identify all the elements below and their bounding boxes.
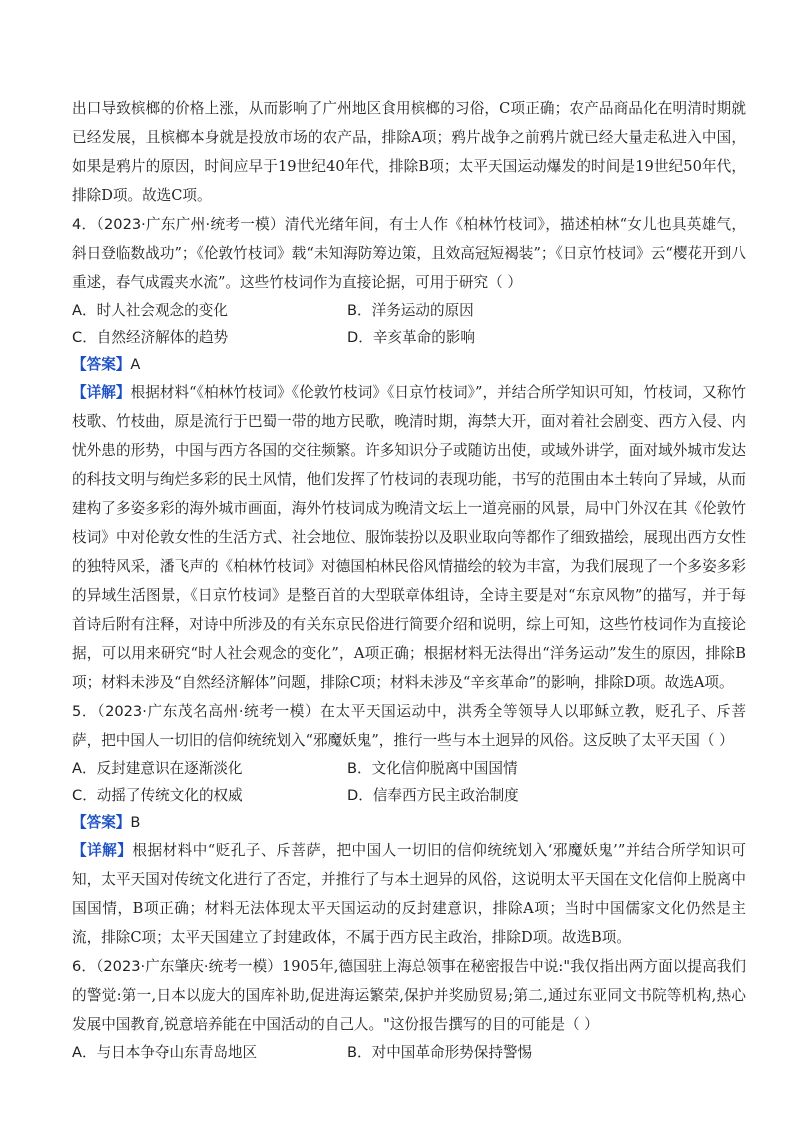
- answer-value: A: [130, 356, 141, 373]
- question-5: [72, 697, 746, 755]
- question-4-answer: [72, 351, 746, 378]
- question-6-source: 6．（2023·广东肇庆·统考一模）: [72, 958, 282, 975]
- question-6-stem: 1905年,德国驻上海总领事在秘密报告中说:"我仅指出两方面以提高我们的警觉:第一,日本以庞大的国库补助,促进海运繁荣,保护并奖励贸易;第二,通过东亚同文书院等机构,热心发展中国教育,锐意培养能在中国活动的自己人。"这份报告撰写的目的可能是（ ）: [72, 958, 746, 1033]
- question-5-detail: [72, 836, 746, 952]
- question-4-option-c: C．自然经济解体的趋势: [72, 329, 229, 346]
- question-6: [72, 952, 746, 1039]
- question-5-answer: [72, 809, 746, 836]
- question-5-option-a: A．反封建意识在逐渐淡化: [72, 760, 243, 777]
- question-4-source: 4．（2023·广东广州·统考一模）: [72, 216, 285, 233]
- question-5-stem: 在太平天国运动中，洪秀全等领导人以耶稣立教，贬孔子、斥菩萨，把中国人一切旧的信仰统统划入“邪魔妖鬼”，推行一些与本土迥异的风俗。这反映了太平天国（ ）: [72, 703, 746, 749]
- question-4-detail: [72, 378, 746, 697]
- detail-tag: 【详解】: [72, 384, 131, 401]
- detail-tag: 【详解】: [72, 842, 133, 859]
- question-4-option-b: B．洋务运动的原因: [347, 302, 474, 319]
- question-5-options: [72, 755, 746, 809]
- question-5-option-d: D．信奉西方民主政治制度: [347, 787, 519, 804]
- answer-tag: 【答案】: [72, 814, 131, 831]
- question-4-stem: 清代光绪年间，有士人作《柏林竹枝词》，描述柏林“女儿也具英雄气，斜日登临数战功”；《伦敦竹枝词》载“未知海防筹边策，且效高冠短褐装”；《日京竹枝词》云“樱花开到八重逑，春气成霞夹水流”。这些竹枝词作为直接论据，可用于研究（ ）: [72, 216, 746, 291]
- question-4: [72, 210, 746, 297]
- question-6-option-b: B．对中国革命形势保持警惕: [347, 1044, 533, 1061]
- answer-value: B: [130, 814, 141, 831]
- question-4-option-d: D．辛亥革命的影响: [347, 329, 475, 346]
- answer-tag: 【答案】: [72, 356, 131, 373]
- question-6-option-a: A．与日本争夺山东青岛地区: [72, 1044, 258, 1061]
- detail-text: 根据材料中“贬孔子、斥菩萨，把中国人一切旧的信仰统统划入‘邪魔妖鬼’”并结合所学知识可知，太平天国对传统文化进行了否定，并推行了与本土迥异的风俗，这说明太平天国在文化信仰上脱离中国国情，B项正确；材料无法体现太平天国运动的反封建意识，排除A项；当时中国儒家文化仍然是主流，排除C项；太平天国建立了封建政体，不属于西方民主政治，排除D项。故选B项。: [72, 842, 746, 946]
- question-4-option-a: A．时人社会观念的变化: [72, 302, 228, 319]
- detail-text: 根据材料“《柏林竹枝词》《伦敦竹枝词》《日京竹枝词》”，并结合所学知识可知，竹枝词，又称竹枝歌、竹枝曲，原是流行于巴蜀一带的地方民歌，晚清时期，海禁大开，面对着社会剧变、西方入侵、内忧外患的形势，中国与西方各国的交往频繁。许多知识分子或随访出使，或域外讲学，面对域外城市发达的科技文明与绚烂多彩的民土风情，他们发挥了竹枝词的表现功能，书写的范围由本土转向了异域，从而建构了多姿多彩的海外城市画面，海外竹枝词成为晚清文坛上一道亮丽的风景，局中门外汉在其《伦敦竹枝词》中对伦敦女性的生活方式、社会地位、服饰装扮以及职业取向等都作了细致描绘，展现出西方女性的独特风采，潘飞声的《柏林竹枝词》对德国柏林民俗风情描绘的较为丰富，为我们展现了一个多姿多彩的异域生活图景，《日京竹枝词》是整百首的大型联章体组诗，全诗主要是对“东京风物”的描写，并于每首诗后附有注释，对诗中所涉及的有关东京民俗进行简要介绍和说明，综上可知，这些竹枝词作为直接论据，可以用来研究“时人社会观念的变化”，A项正确；根据材料无法得出“洋务运动”发生的原因，排除B项；材料未涉及“自然经济解体”问题，排除C项；材料未涉及“辛亥革命”的影响，排除D项。故选A项。: [72, 384, 746, 691]
- question-4-options: [72, 297, 746, 351]
- question-5-option-c: C．动摇了传统文化的权威: [72, 787, 243, 804]
- question-5-option-b: B．文化信仰脱离中国国情: [347, 760, 518, 777]
- question-6-options: [72, 1039, 746, 1066]
- q3-explanation-tail: 出口导致槟榔的价格上涨，从而影响了广州地区食用槟榔的习俗，C项正确；农产品商品化在明清时期就已经发展，且槟榔本身就是投放市场的农产品，排除A项；鸦片战争之前鸦片就已经大量走私进入中国，如果是鸦片的原因，时间应早于19世纪40年代，排除B项；太平天国运动爆发的时间是19世纪50年代，排除D项。故选C项。: [72, 100, 746, 204]
- question-5-source: 5．（2023·广东茂名高州·统考一模）: [72, 703, 321, 720]
